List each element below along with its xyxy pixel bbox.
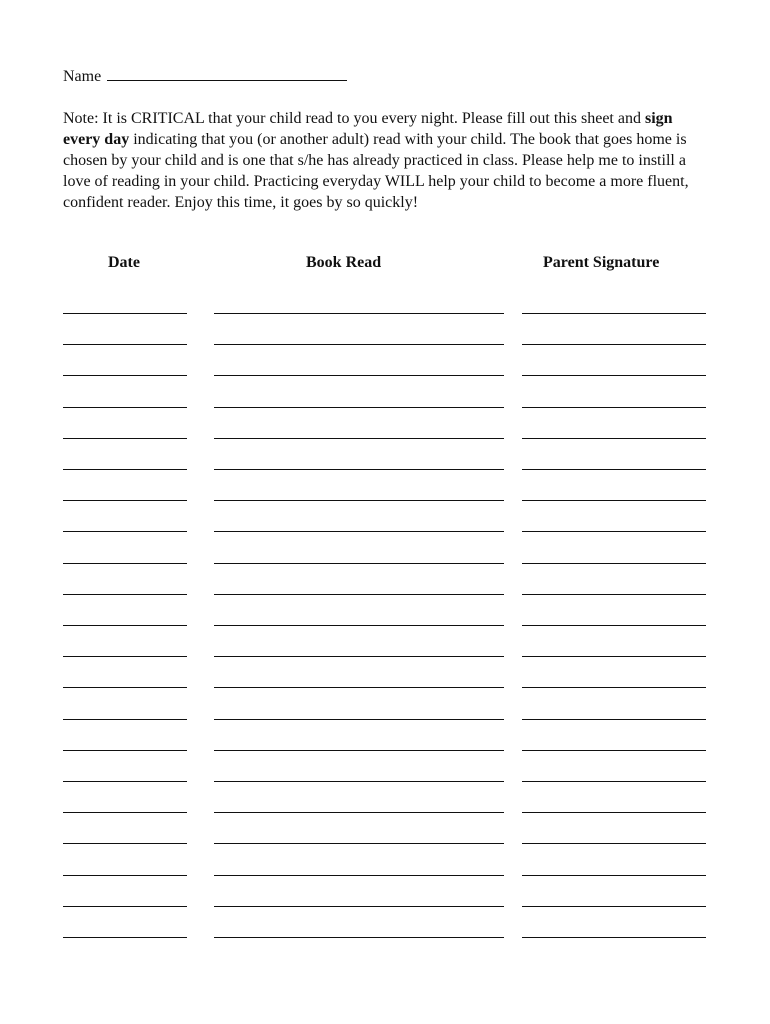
book-read-blank-line[interactable] xyxy=(214,594,504,595)
date-blank-line[interactable] xyxy=(63,625,187,626)
book-read-blank-line[interactable] xyxy=(214,531,504,532)
column-header-date: Date xyxy=(108,254,140,271)
date-blank-line[interactable] xyxy=(63,687,187,688)
book-read-blank-line[interactable] xyxy=(214,469,504,470)
date-blank-line[interactable] xyxy=(63,750,187,751)
date-blank-line[interactable] xyxy=(63,375,187,376)
note-text-part1: Note: It is CRITICAL that your child read to you every night. Please fill out this sheet and xyxy=(63,110,645,127)
parent-signature-blank-line[interactable] xyxy=(522,687,706,688)
book-read-blank-line[interactable] xyxy=(214,875,504,876)
date-blank-line[interactable] xyxy=(63,843,187,844)
parent-signature-blank-line[interactable] xyxy=(522,500,706,501)
book-read-blank-line[interactable] xyxy=(214,563,504,564)
book-read-blank-line[interactable] xyxy=(214,719,504,720)
book-read-blank-line[interactable] xyxy=(214,438,504,439)
date-blank-line[interactable] xyxy=(63,531,187,532)
parent-signature-blank-line[interactable] xyxy=(522,594,706,595)
book-read-blank-line[interactable] xyxy=(214,500,504,501)
date-blank-line[interactable] xyxy=(63,563,187,564)
book-read-blank-line[interactable] xyxy=(214,687,504,688)
book-read-blank-line[interactable] xyxy=(214,812,504,813)
column-header-book-read: Book Read xyxy=(306,254,382,271)
parent-signature-blank-line[interactable] xyxy=(522,781,706,782)
date-blank-line[interactable] xyxy=(63,438,187,439)
parent-signature-blank-line[interactable] xyxy=(522,719,706,720)
book-read-blank-line[interactable] xyxy=(214,407,504,408)
date-blank-line[interactable] xyxy=(63,594,187,595)
parent-signature-blank-line[interactable] xyxy=(522,375,706,376)
parent-signature-blank-line[interactable] xyxy=(522,812,706,813)
note-text-part2: indicating that you (or another adult) read with your child. The book that goes home is chosen by your child and is one that s/he has already practiced in class. Please help me to instill a love of reading in your child. Practicing everyday WILL help your child to become a more fluent, confident reader. Enjoy this time, it goes by so quickly! xyxy=(63,131,689,211)
date-blank-line[interactable] xyxy=(63,407,187,408)
parent-signature-blank-line[interactable] xyxy=(522,563,706,564)
book-read-blank-line[interactable] xyxy=(214,781,504,782)
book-read-blank-line[interactable] xyxy=(214,375,504,376)
book-read-blank-line[interactable] xyxy=(214,656,504,657)
book-read-blank-line[interactable] xyxy=(214,937,504,938)
note-text-bold: sign every day xyxy=(63,110,673,148)
parent-signature-blank-line[interactable] xyxy=(522,906,706,907)
parent-signature-blank-line[interactable] xyxy=(522,625,706,626)
parent-signature-blank-line[interactable] xyxy=(522,313,706,314)
book-read-blank-line[interactable] xyxy=(214,625,504,626)
date-blank-line[interactable] xyxy=(63,469,187,470)
parent-signature-blank-line[interactable] xyxy=(522,531,706,532)
name-label: Name xyxy=(63,68,102,85)
parent-signature-blank-line[interactable] xyxy=(522,438,706,439)
book-read-blank-line[interactable] xyxy=(214,313,504,314)
parent-signature-blank-line[interactable] xyxy=(522,875,706,876)
date-blank-line[interactable] xyxy=(63,906,187,907)
date-blank-line[interactable] xyxy=(63,313,187,314)
date-blank-line[interactable] xyxy=(63,500,187,501)
date-blank-line[interactable] xyxy=(63,656,187,657)
date-blank-line[interactable] xyxy=(63,937,187,938)
date-blank-line[interactable] xyxy=(63,875,187,876)
book-read-blank-line[interactable] xyxy=(214,906,504,907)
date-blank-line[interactable] xyxy=(63,344,187,345)
book-read-blank-line[interactable] xyxy=(214,750,504,751)
parent-signature-blank-line[interactable] xyxy=(522,344,706,345)
parent-signature-blank-line[interactable] xyxy=(522,469,706,470)
date-blank-line[interactable] xyxy=(63,781,187,782)
date-blank-line[interactable] xyxy=(63,719,187,720)
date-blank-line[interactable] xyxy=(63,812,187,813)
column-header-parent-signature: Parent Signature xyxy=(543,254,660,271)
parent-signature-blank-line[interactable] xyxy=(522,937,706,938)
parent-signature-blank-line[interactable] xyxy=(522,656,706,657)
book-read-blank-line[interactable] xyxy=(214,843,504,844)
parent-signature-blank-line[interactable] xyxy=(522,750,706,751)
book-read-blank-line[interactable] xyxy=(214,344,504,345)
parent-signature-blank-line[interactable] xyxy=(522,843,706,844)
parent-signature-blank-line[interactable] xyxy=(522,407,706,408)
